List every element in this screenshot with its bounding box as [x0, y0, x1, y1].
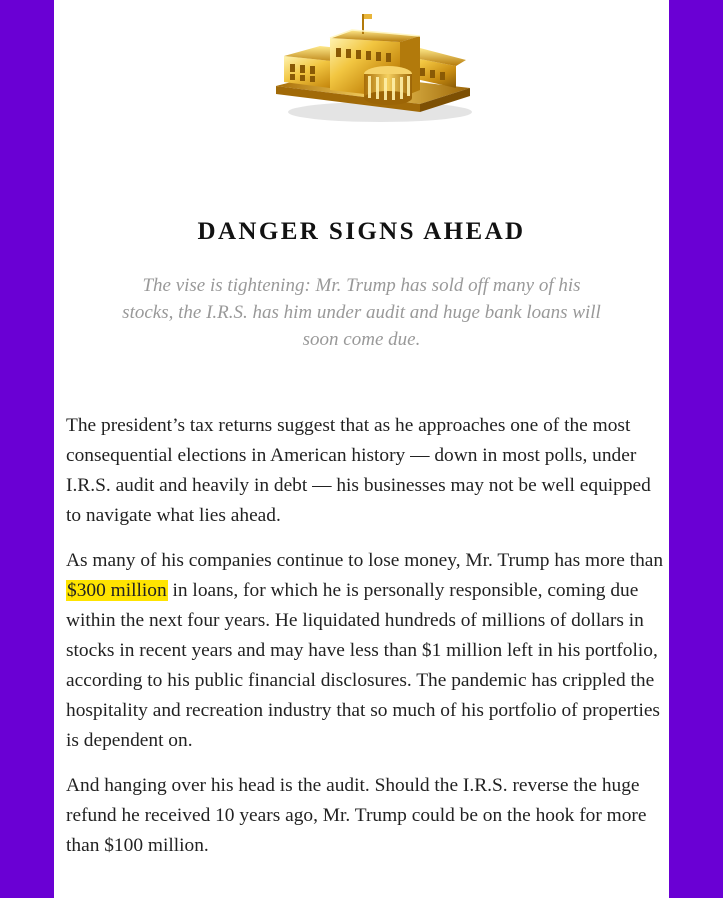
- article-page: [54, 0, 669, 898]
- paragraph-3: And hanging over his head is the audit. Should the I.R.S. reverse the huge refund he received 10 years ago, Mr. Trump could be on the hook for more than $100 million.: [66, 775, 647, 856]
- headline: DANGER SIGNS AHEAD: [197, 218, 526, 245]
- paragraph-2: [66, 546, 664, 756]
- paragraph-2-after: in loans, for which he is personally responsible, coming due within the next four years. He liquidated hundreds of millions of dollars in stocks in recent years and may have less than $1 million left in his portfolio, according to his public financial disclosures. The pandemic has crippled the hospitality and recreation industry that so much of his portfolio of properties is dependent on.: [66, 580, 660, 751]
- dek: The vise is tightening: Mr. Trump has sold off many of his stocks, the I.R.S. has him under audit and huge bank loans will soon come due.: [122, 275, 601, 350]
- paragraph-2-before: As many of his companies continue to lose money, Mr. Trump has more than: [66, 550, 664, 571]
- gold-white-house-icon: [270, 8, 474, 126]
- highlighted-amount: $300 million: [67, 580, 167, 601]
- paragraph-1: The president’s tax returns suggest that as he approaches one of the most consequential elections in American history — down in most polls, under I.R.S. audit and heavily in debt — his businesses may not be well equipped to navigate what lies ahead.: [66, 415, 651, 526]
- article-body: [66, 411, 664, 876]
